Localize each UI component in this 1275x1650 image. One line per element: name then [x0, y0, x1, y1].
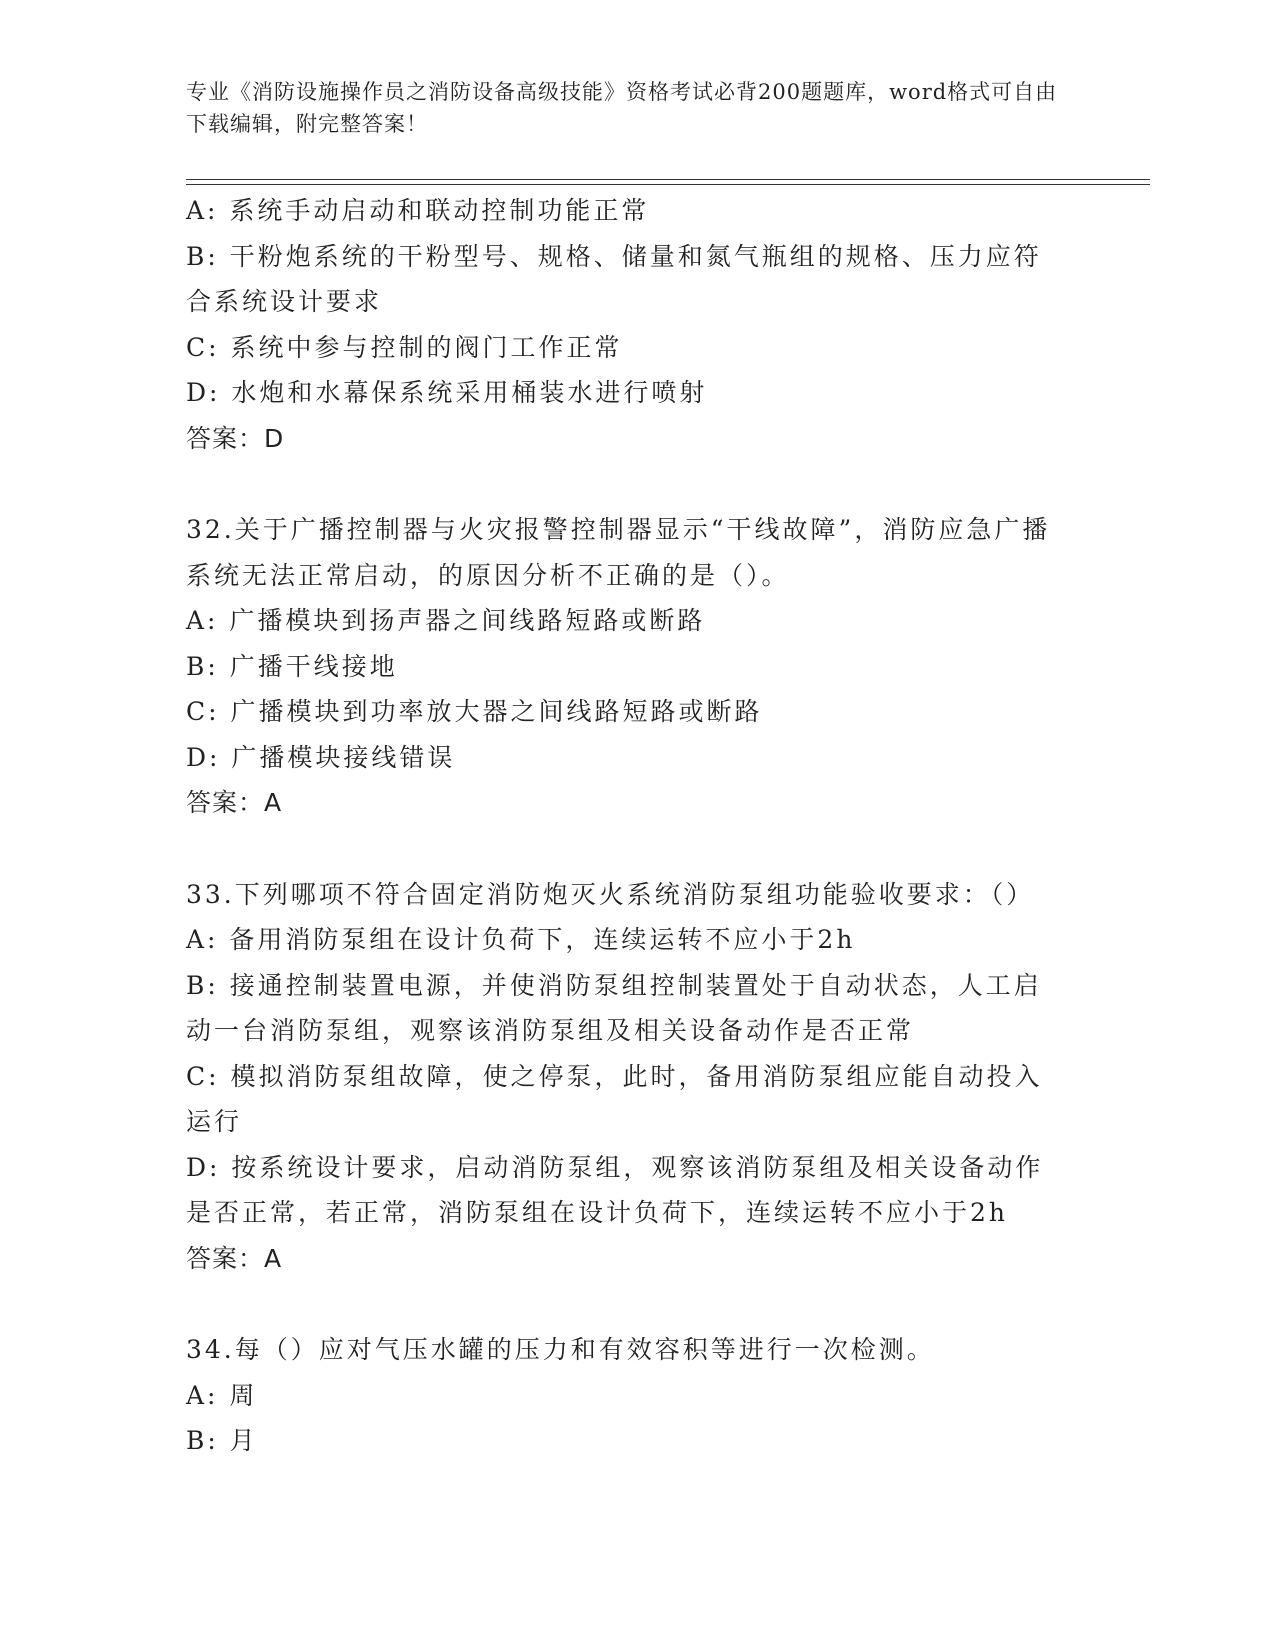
option-a: A: 系统手动启动和联动控制功能正常	[186, 196, 650, 225]
question-block-31	[186, 188, 1066, 461]
header-divider-bottom	[186, 184, 1150, 185]
question-text: 33.下列哪项不符合固定消防炮灭火系统消防泵组功能验收要求：（）	[186, 879, 1035, 909]
spacer	[186, 461, 1066, 507]
spacer	[186, 826, 1066, 872]
question-text: 32.关于广播控制器与火灾报警控制器显示“干线故障”，消防应急广播系统无法正常启动，的原因分析不正确的是（）。	[186, 515, 1051, 590]
option-d: D: 水炮和水幕保系统采用桶装水进行喷射	[186, 378, 708, 407]
answer-line: 答案：A	[186, 788, 283, 817]
question-block-33	[186, 872, 1066, 1282]
option-c: C: 广播模块到功率放大器之间线路短路或断路	[186, 697, 763, 726]
document-header: 专业《消防设施操作员之消防设备高级技能》资格考试必背200题题库，word格式可自由下载编辑，附完整答案！	[186, 80, 1058, 136]
header-divider-top	[186, 179, 1150, 180]
question-list	[186, 188, 1066, 1464]
option-a: A: 广播模块到扬声器之间线路短路或断路	[186, 606, 706, 635]
question-block-32	[186, 507, 1066, 826]
option-b: B: 广播干线接地	[186, 651, 398, 681]
option-c: C: 系统中参与控制的阀门工作正常	[186, 332, 623, 362]
answer-line: 答案：D	[186, 423, 285, 453]
option-a: A: 备用消防泵组在设计负荷下，连续运转不应小于2h	[186, 925, 856, 954]
option-b: B: 干粉炮系统的干粉型号、规格、储量和氮气瓶组的规格、压力应符合系统设计要求	[186, 241, 1042, 316]
option-b: B: 接通控制装置电源，并使消防泵组控制装置处于自动状态，人工启动一台消防泵组，观察该消防泵组及相关设备动作是否正常	[186, 970, 1042, 1045]
question-block-34	[186, 1327, 1066, 1464]
spacer	[186, 1281, 1066, 1327]
option-d: D: 广播模块接线错误	[186, 742, 456, 772]
option-d: D: 按系统设计要求，启动消防泵组，观察该消防泵组及相关设备动作是否正常，若正常，消防泵组在设计负荷下，连续运转不应小于2h	[186, 1152, 1044, 1227]
option-b: B: 月	[186, 1426, 258, 1455]
option-a: A: 周	[186, 1380, 258, 1410]
option-c: C: 模拟消防泵组故障，使之停泵，此时，备用消防泵组应能自动投入运行	[186, 1061, 1043, 1136]
answer-line: 答案：A	[186, 1243, 283, 1273]
question-text: 34.每（）应对气压水罐的压力和有效容积等进行一次检测。	[186, 1335, 935, 1364]
